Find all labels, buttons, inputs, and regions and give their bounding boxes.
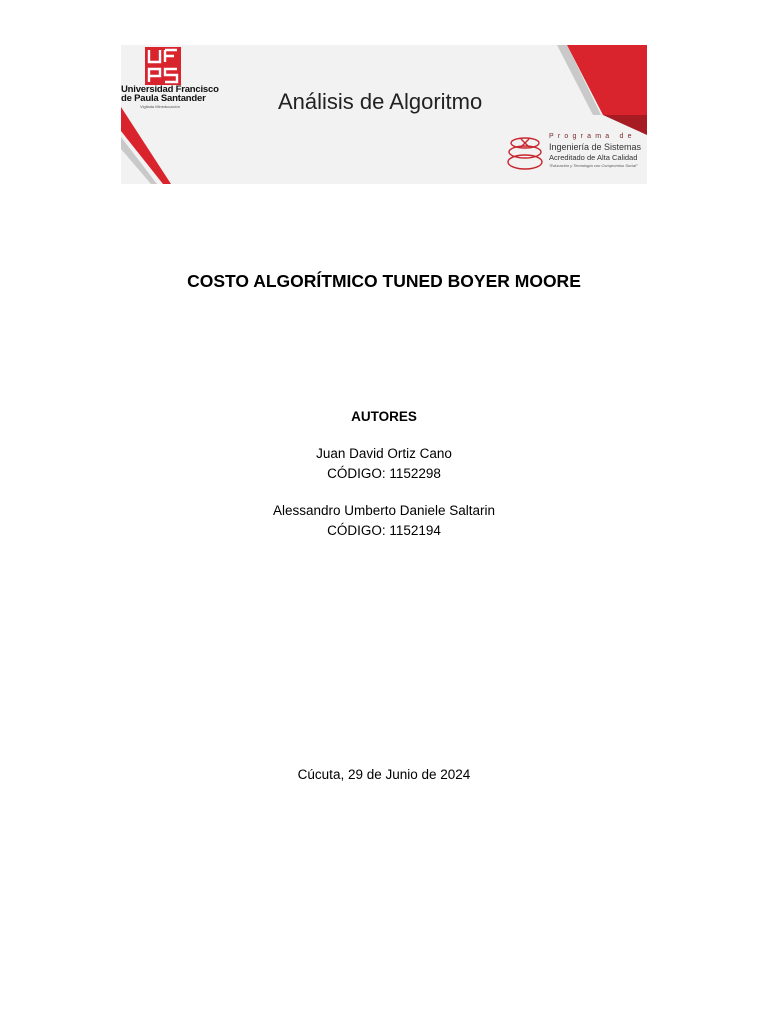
banner-title: Análisis de Algoritmo bbox=[278, 89, 483, 114]
place-date: Cúcuta, 29 de Junio de 2024 bbox=[297, 767, 471, 782]
ufps-emblem-icon bbox=[145, 47, 181, 85]
header-banner bbox=[121, 45, 647, 184]
authors-heading: AUTORES bbox=[351, 409, 417, 424]
university-tagline: Vigilada Mineducación bbox=[140, 104, 180, 109]
program-label: Programa de bbox=[549, 133, 636, 140]
program-accreditation: Acreditado de Alta Calidad bbox=[549, 153, 638, 162]
author-code: CÓDIGO: 1152298 bbox=[327, 466, 441, 481]
program-name: Ingeniería de Sistemas bbox=[549, 142, 642, 152]
document-title: COSTO ALGORÍTMICO TUNED BOYER MOORE bbox=[187, 271, 581, 291]
program-emblem-icon bbox=[507, 133, 545, 177]
university-name-line1: Universidad Francisco bbox=[121, 84, 219, 95]
university-name bbox=[121, 85, 219, 103]
university-name-line2: de Paula Santander bbox=[121, 93, 206, 104]
author-name: Alessandro Umberto Daniele Saltarin bbox=[272, 503, 496, 518]
ufps-logo bbox=[121, 45, 231, 125]
author-code: CÓDIGO: 1152194 bbox=[327, 523, 441, 538]
program-slogan: "Educación y Tecnología con Compromiso Social" bbox=[549, 163, 638, 168]
author-name: Juan David Ortiz Cano bbox=[316, 446, 452, 461]
program-logo bbox=[507, 133, 642, 179]
